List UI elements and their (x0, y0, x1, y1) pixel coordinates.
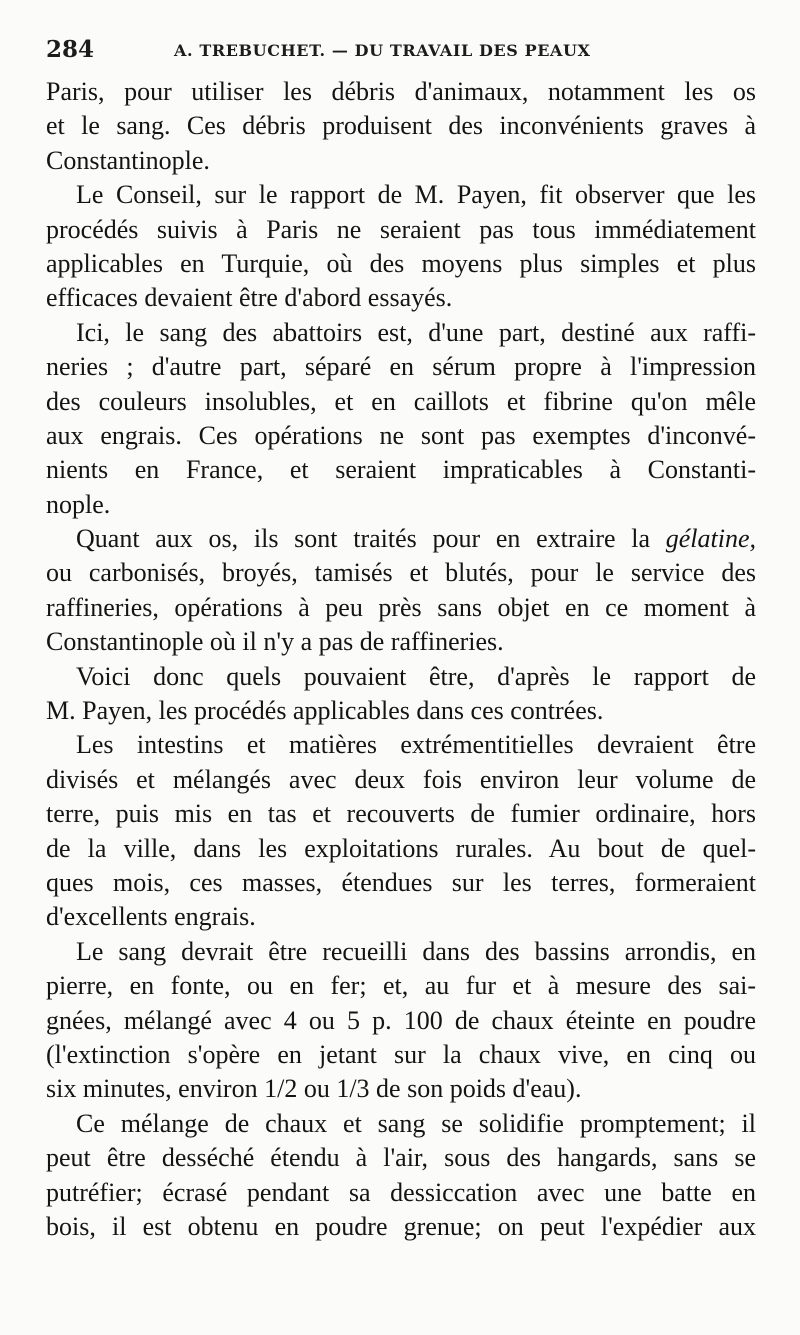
text-line: peut être desséché étendu à l'air, sous des hangards, sans se (46, 1143, 756, 1173)
text-line: Le Conseil, sur le rapport de M. Payen, fit observer que les (76, 180, 756, 210)
text-line (46, 522, 756, 556)
text-line: des couleurs insolubles, et en caillots et fibrine qu'on mêle (46, 386, 756, 416)
text-line: neries ; d'autre part, séparé en sérum propre à l'impression (46, 352, 756, 382)
text-line: et le sang. Ces débris produisent des inconvénients graves à (46, 111, 756, 141)
paragraph (46, 935, 756, 1107)
page-header (46, 36, 756, 66)
text-line: Les intestins et matières extrémentitielles devraient être (76, 730, 756, 760)
running-head: A. TREBUCHET. — DU TRAVAIL DES PEAUX (174, 41, 591, 60)
text-line: Voici donc quels pouvaient être, d'après le rapport de (76, 661, 756, 691)
text-line: Ce mélange de chaux et sang se solidifie promptement; il (76, 1108, 756, 1138)
body-text (46, 75, 756, 1244)
text-line: d'excellents engrais. (46, 902, 256, 932)
text-line: nients en France, et seraient impraticables à Constanti- (46, 455, 756, 485)
text-line-start: Quant aux os, ils sont traités pour en extraire la (76, 524, 651, 554)
text-line: aux engrais. Ces opérations ne sont pas exemptes d'inconvé- (46, 420, 756, 450)
text-line: six minutes, environ 1/2 ou 1/3 de son poids d'eau). (46, 1074, 582, 1104)
paragraph (46, 1107, 756, 1245)
paragraph (46, 75, 756, 178)
text-line: putréfier; écrasé pendant sa dessiccation avec une batte en (46, 1177, 756, 1207)
text-line: pierre, en fonte, ou en fer; et, au fur et à mesure des sai- (46, 971, 756, 1001)
text-line: Paris, pour utiliser les débris d'animaux, notamment les os (46, 77, 756, 106)
text-line: raffineries, opérations à peu près sans objet en ce moment à (46, 592, 756, 622)
text-line: (l'extinction s'opère en jetant sur la chaux vive, en cinq ou (46, 1039, 756, 1069)
text-line: Constantinople où il n'y a pas de raffineries. (46, 627, 504, 657)
text-line: terre, puis mis en tas et recouverts de fumier ordinaire, hors (46, 799, 756, 829)
page-number: 284 (46, 36, 95, 63)
paragraph (46, 316, 756, 522)
paragraph (46, 178, 756, 316)
text-line: ques mois, ces masses, étendues sur les terres, formeraient (46, 867, 756, 897)
text-line: efficaces devaient être d'abord essayés. (46, 283, 453, 313)
paragraph (46, 522, 756, 660)
text-line: ou carbonisés, broyés, tamisés et blutés, pour le service des (46, 558, 756, 588)
text-line: Constantinople. (46, 145, 210, 175)
italic-term: gélatine, (665, 524, 757, 554)
text-line: bois, il est obtenu en poudre grenue; on peut l'expédier aux (46, 1211, 756, 1241)
text-line: procédés suivis à Paris ne seraient pas tous immédiatement (46, 214, 756, 244)
text-line: divisés et mélangés avec deux fois environ leur volume de (46, 764, 756, 794)
text-line: Ici, le sang des abattoirs est, d'une part, destiné aux raffi- (76, 317, 756, 347)
text-line: gnées, mélangé avec 4 ou 5 p. 100 de chaux éteinte en poudre (46, 1005, 756, 1035)
paragraph (46, 728, 756, 934)
paragraph (46, 660, 756, 729)
text-line: applicables en Turquie, où des moyens plus simples et plus (46, 248, 756, 278)
text-line: nople. (46, 489, 111, 519)
text-line: M. Payen, les procédés applicables dans ces contrées. (46, 696, 604, 726)
text-line: de la ville, dans les exploitations rurales. Au bout de quel- (46, 833, 756, 863)
text-line: Le sang devrait être recueilli dans des bassins arrondis, en (76, 936, 756, 966)
